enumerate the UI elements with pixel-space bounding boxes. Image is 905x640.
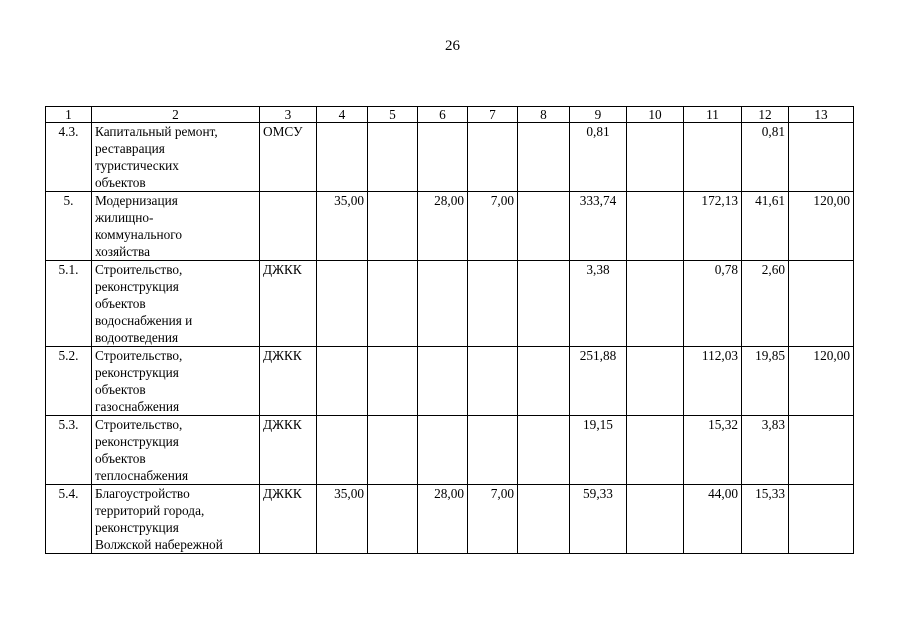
value-cell-c6: [418, 261, 468, 347]
row-name-cell: [92, 123, 260, 192]
row-name-line: объектов: [95, 451, 146, 466]
table-row: [46, 416, 854, 485]
value-cell-c5: [368, 347, 418, 416]
value-cell-c13: 120,00: [789, 192, 854, 261]
row-name-line: территорий города,: [95, 503, 205, 518]
value-cell-c4: [317, 416, 368, 485]
value-cell-c12: 0,81: [742, 123, 789, 192]
budget-table: [45, 106, 854, 554]
header-cell: 4: [317, 107, 368, 123]
value-cell-c11: 15,32: [684, 416, 742, 485]
value-cell-c4: [317, 261, 368, 347]
value-cell-c7: [468, 347, 518, 416]
value-cell-c5: [368, 485, 418, 554]
value-cell-c9: 251,88: [570, 347, 627, 416]
value-cell-c12: 19,85: [742, 347, 789, 416]
value-cell-c9: 0,81: [570, 123, 627, 192]
value-cell-c7: 7,00: [468, 485, 518, 554]
value-cell-c5: [368, 416, 418, 485]
value-cell-c9: 3,38: [570, 261, 627, 347]
value-cell-c4: 35,00: [317, 485, 368, 554]
row-number-cell: 5.: [46, 192, 92, 261]
value-cell-c4: [317, 347, 368, 416]
value-cell-c11: 172,13: [684, 192, 742, 261]
header-cell: 5: [368, 107, 418, 123]
header-cell: 11: [684, 107, 742, 123]
value-cell-c6: 28,00: [418, 192, 468, 261]
row-name-line: объектов: [95, 175, 146, 190]
row-executor-cell: ОМСУ: [260, 123, 317, 192]
header-cell: 2: [92, 107, 260, 123]
value-cell-c7: [468, 123, 518, 192]
row-name-cell: [92, 347, 260, 416]
row-number-cell: 5.2.: [46, 347, 92, 416]
table-row: [46, 485, 854, 554]
row-name-cell: [92, 485, 260, 554]
header-cell: 3: [260, 107, 317, 123]
value-cell-c10: [627, 261, 684, 347]
header-cell: 6: [418, 107, 468, 123]
value-cell-c11: 112,03: [684, 347, 742, 416]
row-name-line: теплоснабжения: [95, 468, 189, 483]
table-header-row: [46, 107, 854, 123]
row-name-line: Волжской набережной: [95, 537, 223, 552]
header-cell: 13: [789, 107, 854, 123]
value-cell-c6: [418, 416, 468, 485]
row-name-line: Строительство,: [95, 262, 183, 277]
value-cell-c11: [684, 123, 742, 192]
row-name-line: хозяйства: [95, 244, 150, 259]
row-name-line: реконструкция: [95, 434, 179, 449]
value-cell-c12: 41,61: [742, 192, 789, 261]
value-cell-c12: 3,83: [742, 416, 789, 485]
value-cell-c13: [789, 416, 854, 485]
row-name-line: туристических: [95, 158, 179, 173]
row-executor-cell: ДЖКК: [260, 416, 317, 485]
row-name-line: водоотведения: [95, 330, 179, 345]
row-name-cell: [92, 192, 260, 261]
value-cell-c8: [518, 261, 570, 347]
value-cell-c8: [518, 192, 570, 261]
page-number: 26: [445, 38, 460, 54]
value-cell-c6: [418, 123, 468, 192]
value-cell-c9: 59,33: [570, 485, 627, 554]
value-cell-c6: 28,00: [418, 485, 468, 554]
value-cell-c10: [627, 347, 684, 416]
value-cell-c5: [368, 192, 418, 261]
header-cell: 10: [627, 107, 684, 123]
value-cell-c11: 0,78: [684, 261, 742, 347]
row-name-line: коммунального: [95, 227, 183, 242]
row-executor-cell: ДЖКК: [260, 485, 317, 554]
value-cell-c5: [368, 123, 418, 192]
row-number-cell: 5.1.: [46, 261, 92, 347]
header-cell: 1: [46, 107, 92, 123]
row-name-line: жилищно-: [95, 210, 154, 225]
value-cell-c7: [468, 261, 518, 347]
value-cell-c11: 44,00: [684, 485, 742, 554]
row-name-line: реконструкция: [95, 520, 179, 535]
row-number-cell: 5.4.: [46, 485, 92, 554]
value-cell-c13: [789, 261, 854, 347]
row-name-line: газоснабжения: [95, 399, 180, 414]
value-cell-c10: [627, 123, 684, 192]
row-number-cell: 5.3.: [46, 416, 92, 485]
table-row: [46, 261, 854, 347]
value-cell-c6: [418, 347, 468, 416]
value-cell-c9: 19,15: [570, 416, 627, 485]
row-name-line: реставрация: [95, 141, 165, 156]
value-cell-c12: 15,33: [742, 485, 789, 554]
value-cell-c13: [789, 485, 854, 554]
value-cell-c7: [468, 416, 518, 485]
row-name-cell: [92, 416, 260, 485]
row-executor-cell: [260, 192, 317, 261]
value-cell-c5: [368, 261, 418, 347]
header-cell: 8: [518, 107, 570, 123]
row-name-line: водоснабжения и: [95, 313, 193, 328]
value-cell-c7: 7,00: [468, 192, 518, 261]
row-name-line: Капитальный ремонт,: [95, 124, 218, 139]
row-executor-cell: ДЖКК: [260, 347, 317, 416]
row-name-line: Строительство,: [95, 417, 183, 432]
header-cell: 9: [570, 107, 627, 123]
value-cell-c12: 2,60: [742, 261, 789, 347]
row-name-cell: [92, 261, 260, 347]
value-cell-c4: [317, 123, 368, 192]
value-cell-c13: [789, 123, 854, 192]
row-name-line: Благоустройство: [95, 486, 190, 501]
table-body: [46, 107, 854, 554]
row-executor-cell: ДЖКК: [260, 261, 317, 347]
value-cell-c8: [518, 123, 570, 192]
row-name-line: Строительство,: [95, 348, 183, 363]
table-row: [46, 123, 854, 192]
table-row: [46, 192, 854, 261]
header-cell: 12: [742, 107, 789, 123]
row-name-line: Модернизация: [95, 193, 178, 208]
value-cell-c8: [518, 485, 570, 554]
row-name-line: объектов: [95, 296, 146, 311]
row-name-line: объектов: [95, 382, 146, 397]
value-cell-c10: [627, 485, 684, 554]
value-cell-c10: [627, 192, 684, 261]
value-cell-c8: [518, 347, 570, 416]
table-row: [46, 347, 854, 416]
row-name-line: реконструкция: [95, 365, 179, 380]
row-name-line: реконструкция: [95, 279, 179, 294]
header-cell: 7: [468, 107, 518, 123]
value-cell-c8: [518, 416, 570, 485]
value-cell-c9: 333,74: [570, 192, 627, 261]
value-cell-c10: [627, 416, 684, 485]
row-number-cell: 4.3.: [46, 123, 92, 192]
value-cell-c13: 120,00: [789, 347, 854, 416]
value-cell-c4: 35,00: [317, 192, 368, 261]
